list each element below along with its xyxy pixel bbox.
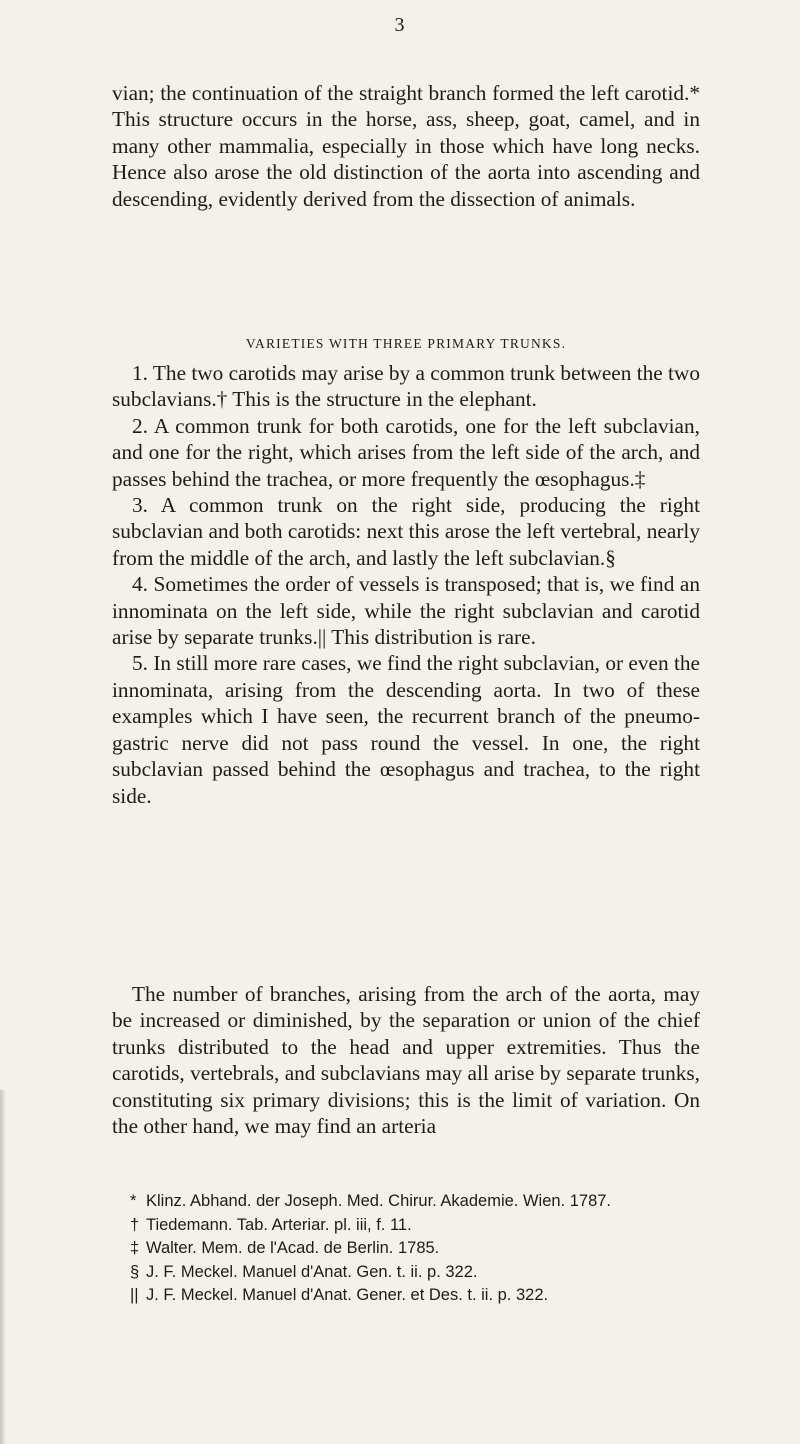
section-heading: VARIETIES WITH THREE PRIMARY TRUNKS.: [245, 336, 567, 351]
footnote-mark: §: [130, 1262, 140, 1281]
footnote: [130, 1237, 720, 1261]
page-number: 3: [394, 14, 406, 36]
footnote-mark: ‡: [130, 1239, 140, 1258]
page-edge-shadow: [0, 1090, 6, 1444]
intro-paragraph: vian; the continuation of the straight branch formed the left carotid.* This structure occurs in the horse, ass, sheep, goat, camel, and in many other mammalia, especially in those which have long necks. Hence also arose the old distinction of the aorta into ascending and descending, evidently derived from the dissection of animals.: [112, 81, 700, 211]
footnote: [130, 1214, 720, 1238]
footnote: [130, 1190, 720, 1214]
variety-item: 1. The two carotids may arise by a common trunk between the two subclavians.† This is the structure in the elephant.: [112, 361, 700, 412]
footnote-text: Tiedemann. Tab. Arteriar. pl. iii, f. 11.: [146, 1215, 412, 1234]
variety-item: 5. In still more rare cases, we find the right subclavian, or even the innominata, arising from the descending aorta. In two of these examples which I have seen, the recurrent branch of the pneumo-gastric nerve did not pass round the vessel. In one, the right subclavian passed behind the œsophagus and trachea, to the right side.: [112, 651, 700, 808]
footnotes: [130, 1190, 720, 1308]
varieties-list: [112, 360, 700, 809]
footnote-mark: ||: [130, 1286, 139, 1305]
footnote-text: Klinz. Abhand. der Joseph. Med. Chirur. Akademie. Wien. 1787.: [146, 1192, 612, 1210]
footnote-mark: †: [130, 1215, 140, 1234]
variety-item: 3. A common trunk on the right side, producing the right subclavian and both carotids: next this arose the left vertebral, nearly from the middle of the arch, and lastly the left subclavian.§: [112, 493, 700, 570]
footnote-text: J. F. Meckel. Manuel d'Anat. Gen. t. ii. p. 322.: [146, 1262, 478, 1281]
closing-paragraph: The number of branches, arising from the arch of the aorta, may be increased or diminished, by the separation or union of the chief trunks distributed to the head and upper extremities. Thus the carotids, vertebrals, and subclavians may all arise by separate trunks, constituting six primary divisions; this is the limit of variation. On the other hand, we may find an arteria: [112, 982, 700, 1139]
footnote-text: Walter. Mem. de l'Acad. de Berlin. 1785.: [146, 1239, 440, 1258]
footnote-mark: *: [130, 1192, 137, 1210]
variety-item: 4. Sometimes the order of vessels is transposed; that is, we find an innominata on the left side, while the right subclavian and carotid arise by separate trunks.|| This distribution is rare.: [112, 572, 700, 650]
footnote-text: J. F. Meckel. Manuel d'Anat. Gener. et Des. t. ii. p. 322.: [146, 1286, 549, 1305]
footnote: [130, 1261, 720, 1285]
variety-item: 2. A common trunk for both carotids, one for the left subclavian, and one for the right, which arises from the left side of the arch, and passes behind the trachea, or more frequently the œsophagus.‡: [112, 413, 700, 491]
footnote: [130, 1284, 720, 1308]
